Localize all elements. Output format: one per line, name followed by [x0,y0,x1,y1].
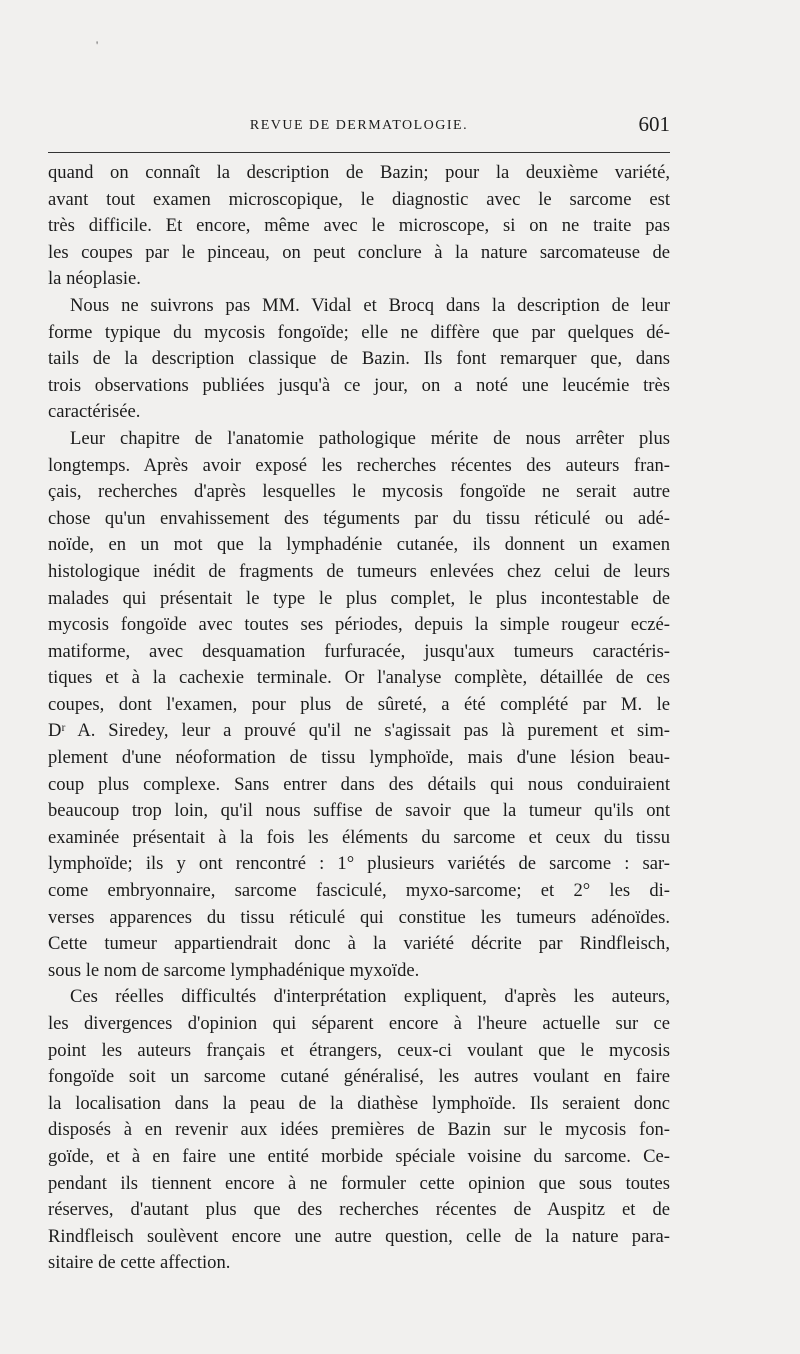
text-line: Leur chapitre de l'anatomie pathologique mérite de nous arrêter plus [70,427,670,449]
text-line: caractérisée. [48,401,141,423]
text-line: réserves, d'autant plus que des recherches récentes de Auspitz et de [48,1199,670,1221]
text-line: avant tout examen microscopique, le diagnostic avec le sarcome est [48,188,670,210]
paragraph [48,984,670,1277]
text-line: point les auteurs français et étrangers, ceux-ci voulant que le mycosis [48,1039,670,1061]
body-text [48,160,670,1277]
page-number: 601 [638,112,670,136]
text-line: tiques et à la cachexie terminale. Or l'analyse complète, détaillée de ces [48,667,670,689]
text-line: goïde, et à en faire une entité morbide spéciale voisine du sarcome. Ce- [48,1145,670,1167]
running-title: REVUE DE DERMATOLOGIE. [249,118,469,133]
text-line: quand on connaît la description de Bazin; pour la deuxième variété, [48,162,670,183]
text-line: coup plus complexe. Sans entrer dans des détails qui nous conduiraient [48,773,670,795]
text-line: çais, recherches d'après lesquelles le mycosis fongoïde ne serait autre [48,481,670,503]
text-line: mycosis fongoïde avec toutes ses périodes, depuis la simple rougeur eczé- [48,614,670,636]
text-line: les coupes par le pinceau, on peut conclure à la nature sarcomateuse de [48,241,670,263]
text-line: histologique inédit de fragments de tumeurs enlevées chez celui de leurs [48,560,670,582]
text-line: forme typique du mycosis fongoïde; elle ne diffère que par quelques dé- [48,321,670,343]
text-line: très difficile. Et encore, même avec le microscope, si on ne traite pas [48,215,670,237]
text-line: Cette tumeur appartiendrait donc à la variété décrite par Rindfleisch, [48,933,670,955]
text-line: la localisation dans la peau de la diathèse lymphoïde. Ils seraient donc [48,1092,670,1114]
margin-mark: ' [96,38,99,52]
header-rule [48,152,670,153]
paragraph [48,160,670,293]
text-line: disposés à en revenir aux idées premières de Bazin sur le mycosis fon- [48,1119,670,1141]
paragraph [48,293,670,426]
text-line: chose qu'un envahissement des téguments par du tissu réticulé ou adé- [48,507,670,529]
text-line: fongoïde soit un sarcome cutané généralisé, les autres voulant en faire [48,1066,670,1088]
text-line: examinée présentait à la fois les éléments du sarcome et ceux du tissu [48,826,670,848]
text-line: tails de la description classique de Bazin. Ils font remarquer que, dans [48,348,670,370]
text-line: Rindfleisch soulèvent encore une autre question, celle de la nature para- [48,1225,670,1247]
text-line: come embryonnaire, sarcome fasciculé, myxo-sarcome; et 2° les di- [48,880,670,902]
text-line: la néoplasie. [48,268,141,290]
text-line: trois observations publiées jusqu'à ce jour, on a noté une leucémie très [48,374,670,396]
text-line: sitaire de cette affection. [48,1252,231,1274]
text-line: Dʳ A. Siredey, leur a prouvé qu'il ne s'agissait pas là purement et sim- [48,720,670,742]
text-line: malades qui présentait le type le plus complet, le plus incontestable de [48,587,670,609]
running-header [48,112,670,140]
text-line: les divergences d'opinion qui séparent encore à l'heure actuelle sur ce [48,1013,670,1034]
text-line: verses apparences du tissu réticulé qui constitue les tumeurs adénoïdes. [48,906,670,928]
text-line: coupes, dont l'examen, pour plus de sûreté, a été complété par M. le [48,693,670,715]
text-line: sous le nom de sarcome lymphadénique myxoïde. [48,959,420,981]
text-line: Ces réelles difficultés d'interprétation expliquent, d'après les auteurs, [70,986,670,1008]
text-line: beaucoup trop loin, qu'il nous suffise de savoir que la tumeur qu'ils ont [48,800,670,822]
text-line: lymphoïde; ils y ont rencontré : 1° plusieurs variétés de sarcome : sar- [48,853,670,875]
text-line: longtemps. Après avoir exposé les recherches récentes des auteurs fran- [48,454,670,476]
paragraph [48,426,670,984]
text-line: Nous ne suivrons pas MM. Vidal et Brocq dans la description de leur [70,294,670,316]
text-line: matiforme, avec desquamation furfuracée, jusqu'aux tumeurs caractéris- [48,640,670,662]
text-line: pendant ils tiennent encore à ne formuler cette opinion que sous toutes [48,1172,670,1194]
text-line: plement d'une néoformation de tissu lymphoïde, mais d'une lésion beau- [48,747,670,769]
text-line: noïde, en un mot que la lymphadénie cutanée, ils donnent un examen [48,534,670,556]
